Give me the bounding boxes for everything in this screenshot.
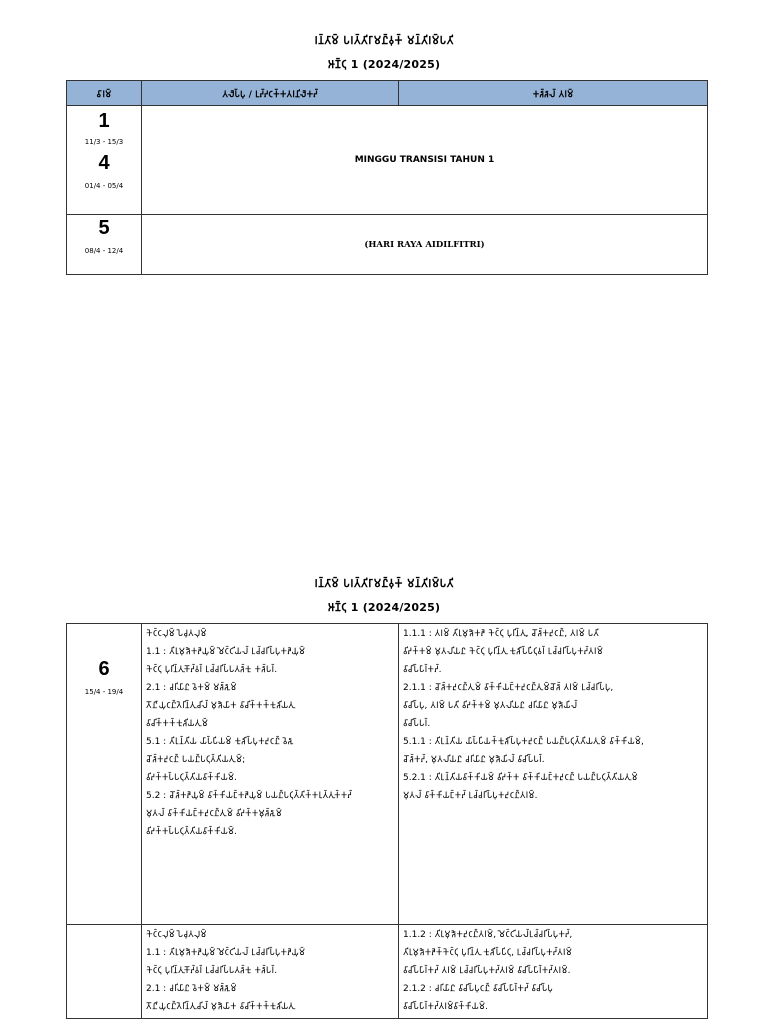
- week-cell: [67, 215, 142, 275]
- standard-line: 5.1.1 : 𑀢𑀺𑀭𑀼𑀦𑁆𑀢𑀺𑀬 𑀬𑀸𑀧𑁆𑀧𑀺𑀬𑀓𑁆𑀓𑀼𑀶𑀺𑀧𑁆𑀧𑀼𑀓𑀴𑀼𑀝𑀷𑁆 𑀧𑀬𑀷𑁆𑀧𑀝𑀼𑀢𑁆𑀢𑀺𑀬𑀢𑀼𑀫𑁆 𑀯𑀸𑀓𑁆𑀓𑀺𑀬𑀫𑁆,: [403, 737, 644, 747]
- week-date: 01/4 - 05/4: [84, 182, 124, 190]
- page-subtitle: 𑀆𑀡𑁆𑀝𑀼 1 (2024/2025): [327, 58, 441, 71]
- week-cell: [67, 624, 142, 925]
- header-topic: 𑀢𑀮𑁃𑀧𑁆𑀧𑀼 / 𑀉𑀴𑁆𑀴𑀝𑀓𑁆𑀓𑀢𑀭𑀦𑀺𑀮𑁃𑀓𑀴𑁆: [142, 81, 399, 106]
- topic-line: 2.1 : 𑀘𑀭𑀺𑀬𑀸𑀷 𑀯𑁂𑀓𑀫𑁆 𑀫𑀶𑁆𑀶𑀼𑀫𑁆: [146, 984, 237, 994]
- topic-line: 1.1 : 𑀢𑀺𑀭𑀼𑀫𑀼𑀶𑁃𑀓𑀴𑁃𑀬𑀼𑀫𑁆 𑀫𑁂𑀝𑁆𑀝𑀺𑀬𑀮𑁆 𑀉𑀘𑁆𑀘𑀭𑀺𑀧𑁆𑀧𑀼𑀓𑀴𑁃𑀬𑀼𑀫𑁆: [146, 647, 306, 657]
- topic-line: 𑀯𑀺𑀴𑀓𑁆𑀓𑀧𑁆𑀧𑀝𑀼𑀢𑁆𑀢𑀺𑀬𑀯𑀸𑀓𑁆𑀓𑀺𑀬𑀫𑁆.: [146, 773, 238, 783]
- header-week: 𑀯𑀸𑀭𑀫𑁆: [67, 81, 142, 106]
- table-header-row: [67, 81, 708, 106]
- standard-line: 𑀯𑀸𑀘𑀺𑀧𑁆𑀧𑀭𑁆.: [403, 719, 431, 729]
- topic-line: 𑀓𑁂𑀝𑁆𑀝𑀮𑀼𑀫𑁆 𑀧𑁂𑀘𑀼𑀢𑀮𑀼𑀫𑁆: [146, 930, 207, 940]
- standard-line: 𑀫𑀼𑀢𑀮𑁆 𑀯𑀸𑀓𑁆𑀓𑀺𑀬𑀗𑁆𑀓𑀴𑁆 𑀉𑀘𑁆𑀘𑀭𑀺𑀧𑁆𑀧𑀼𑀓𑀴𑀼𑀝𑀷𑁆𑀢𑀭𑀫𑁆.: [403, 791, 538, 801]
- standard-line: 𑀘𑁄𑀶𑁆𑀓𑀴𑁆, 𑀫𑀼𑀢𑀮𑀺𑀬𑀷 𑀘𑀭𑀺𑀬𑀸𑀷 𑀫𑀼𑀶𑁃𑀬𑀺𑀮𑁆 𑀯𑀸𑀘𑀺𑀧𑁆𑀧𑀭𑁆.: [403, 755, 545, 765]
- table-row: [67, 624, 708, 925]
- week-date: 08/4 - 12/4: [84, 247, 124, 255]
- page-subtitle: 𑀆𑀡𑁆𑀝𑀼 1 (2024/2025): [327, 601, 441, 614]
- standard-line: 5.2.1 : 𑀢𑀺𑀭𑀼𑀦𑁆𑀢𑀺𑀬𑀯𑀸𑀓𑁆𑀓𑀺𑀬𑀫𑁆 𑀯𑀺𑀴𑀓𑁆𑀓 𑀯𑀸𑀓𑁆𑀓𑀺𑀬𑀗𑁆𑀓𑀴𑀼𑀝𑀷𑁆 𑀧𑀬𑀷𑁆𑀧𑀝𑀼𑀢𑁆𑀢𑀺𑀬𑀢𑀼𑀫𑁆: [403, 773, 638, 783]
- week-cell: [67, 106, 142, 215]
- page-title: 𑀭𑀦𑁆𑀢𑀸𑀫𑁆 𑀧𑀭𑀢𑁆𑀢𑀺𑀭𑀸𑀫𑀷𑁆𑀯𑀼𑀓𑁆 𑀫𑀦𑁆𑀢𑀺𑀭𑀫𑁆𑀧𑀢𑀺: [314, 577, 454, 590]
- merged-content: MINGGU TRANSISI TAHUN 1: [142, 106, 708, 215]
- topic-line: 𑀓𑁂𑀝𑁆𑀝𑀮𑀼𑀫𑁆 𑀧𑁂𑀘𑀼𑀢𑀮𑀼𑀫𑁆: [146, 629, 207, 639]
- week-date: 15/4 - 19/4: [84, 688, 124, 696]
- week-date: 11/3 - 15/3: [84, 138, 124, 146]
- standard-cell: [399, 925, 708, 1019]
- week-number: 1: [98, 110, 110, 132]
- plan-table-2: [66, 623, 708, 1019]
- standard-line: 𑀯𑀸𑀘𑀺𑀧𑁆𑀧𑀼, 𑀢𑀭𑀫𑁆 𑀧𑀢𑀺 𑀯𑀺𑀴𑀓𑁆𑀓𑀫𑁆 𑀫𑀼𑀢𑀮𑀺𑀬𑀷 𑀘𑀭𑀺𑀬𑀸𑀷 𑀫𑀼𑀶𑁃𑀬𑀺𑀮𑁆: [403, 701, 578, 711]
- plan-table-1: [66, 80, 708, 275]
- table-row: [67, 106, 708, 215]
- week-number: 6: [98, 658, 110, 680]
- topic-cell: [142, 624, 399, 925]
- standard-line: 1.1.2 : 𑀢𑀺𑀭𑀼𑀫𑀼𑀶𑁃𑀓𑀴𑀼𑀝𑀷𑁆𑀢𑀭𑀫𑁆, 𑀫𑁂𑀝𑁆𑀝𑀺𑀬𑀮𑁆𑀉𑀘𑁆𑀘𑀭𑀺𑀧𑁆𑀧𑀼𑀓𑀴𑁆,: [403, 930, 573, 940]
- standard-line: 1.1.1 : 𑀢𑀭𑀫𑁆 𑀢𑀺𑀭𑀼𑀫𑀼𑀶𑁃𑀓𑀴𑁃 𑀓𑁂𑀝𑁆𑀝𑀼 𑀧𑀼𑀭𑀺𑀦𑁆𑀢𑀼, 𑀘𑁄𑀶𑁆𑀓𑀴𑀼𑀝𑀷𑁆, 𑀢𑀭𑀫𑁆 𑀧𑀢𑀺: [403, 629, 599, 639]
- standard-line: 𑀯𑀺𑀴𑀓𑁆𑀓𑀫𑁆 𑀫𑀼𑀢𑀮𑀺𑀬𑀷 𑀓𑁂𑀝𑁆𑀝𑀼 𑀧𑀼𑀭𑀺𑀦𑁆𑀢𑀼 𑀓𑀼𑀶𑀺𑀧𑁆𑀧𑀺𑀝𑀼𑀯𑀭𑁆 𑀉𑀘𑁆𑀘𑀭𑀺𑀧𑁆𑀧𑀼𑀓𑀴𑁆𑀢𑀭𑀫𑁆: [403, 647, 603, 657]
- topic-line: 𑀘𑁄𑀶𑁆𑀓𑀴𑀼𑀝𑀷𑁆 𑀧𑀬𑀷𑁆𑀧𑀝𑀼𑀢𑁆𑀢𑀺𑀬𑀢𑀼𑀫𑁆;: [146, 755, 246, 765]
- standard-line: 2.1.1 : 𑀘𑁄𑀶𑁆𑀓𑀴𑀼𑀝𑀷𑁆𑀢𑀼𑀫𑁆 𑀯𑀸𑀓𑁆𑀓𑀺𑀬𑀗𑁆𑀓𑀴𑀼𑀝𑀷𑁆𑀢𑀼𑀫𑁆𑀘𑁄𑀶𑁆 𑀢𑀭𑀫𑁆 𑀉𑀘𑁆𑀘𑀭𑀺𑀧𑁆𑀧𑀼,: [403, 683, 614, 693]
- standard-line: 𑀢𑀺𑀭𑀼𑀫𑀼𑀶𑁃𑀓𑀴𑁃𑀓𑁆𑀓𑁂𑀝𑁆𑀝𑀼 𑀧𑀼𑀭𑀺𑀦𑁆𑀢𑀼 𑀓𑀼𑀶𑀺𑀧𑁆𑀧𑀺𑀝𑀼, 𑀉𑀘𑁆𑀘𑀭𑀺𑀧𑁆𑀧𑀼𑀓𑀴𑁆𑀢𑀭𑀫𑁆: [403, 948, 572, 958]
- page-title: 𑀭𑀦𑁆𑀢𑀸𑀫𑁆 𑀧𑀭𑀢𑁆𑀢𑀺𑀭𑀸𑀫𑀷𑁆𑀯𑀼𑀓𑁆 𑀫𑀦𑁆𑀢𑀺𑀭𑀫𑁆𑀧𑀢𑀺: [314, 34, 454, 47]
- topic-line: 𑀢𑁄𑀷𑀺𑀬𑀼𑀝𑀷𑁆𑀢𑁂𑀭𑀺𑀦𑁆𑀢𑀼𑀘𑀺𑀮𑁆 𑀫𑀼𑀶𑁃𑀬𑀸𑀓 𑀯𑀸𑀘𑀺𑀓𑁆𑀓𑀓𑁆𑀓𑀼𑀶𑀺𑀬𑀢𑀼: [146, 701, 294, 711]
- topic-line: 5.2 : 𑀘𑁄𑀶𑁆𑀓𑀴𑁃𑀬𑀼𑀫𑁆 𑀯𑀸𑀓𑁆𑀓𑀺𑀬𑀗𑁆𑀓𑀴𑁃𑀬𑀼𑀫𑁆 𑀧𑀬𑀷𑁆𑀧𑀝𑀼𑀢𑁆𑀢𑀺𑀓𑁆𑀓𑀭𑀼𑀢𑁆𑀢𑀼𑀓𑁆𑀓𑀴𑁆: [146, 791, 352, 801]
- standard-cell: [399, 624, 708, 925]
- standard-line: 𑀯𑀸𑀘𑀺𑀧𑁆𑀧𑀸𑀭𑁆𑀓𑀴𑁆 𑀢𑀭𑀫𑁆 𑀉𑀘𑁆𑀘𑀭𑀺𑀧𑁆𑀧𑀼𑀓𑀴𑁆𑀢𑀭𑀫𑁆 𑀯𑀸𑀘𑀺𑀧𑁆𑀧𑀸𑀭𑁆𑀓𑀴𑁆𑀢𑀭𑀫𑁆.: [403, 966, 571, 976]
- merged-content: (HARI RAYA AIDILFITRI): [142, 215, 708, 275]
- standard-line: 𑀯𑀸𑀘𑀺𑀧𑁆𑀧𑀸𑀭𑁆𑀓𑀴𑁆𑀢𑀭𑀫𑁆𑀯𑀸𑀓𑁆𑀓𑀺𑀬𑀫𑁆.: [403, 1002, 488, 1012]
- header-standard: 𑀓𑀶𑁆𑀶𑀮𑁆 𑀢𑀭𑀫𑁆: [399, 81, 708, 106]
- topic-line: 𑀓𑁂𑀝𑁆𑀝𑀼 𑀧𑀼𑀭𑀺𑀦𑁆𑀢𑀼𑀓𑁄𑀴𑁆𑀯𑀭𑁆 𑀉𑀘𑁆𑀘𑀭𑀺𑀧𑁆𑀧𑀢𑀶𑁆𑀓𑀼 𑀓𑀶𑁆𑀧𑀭𑁆.: [146, 665, 278, 675]
- week-number: 5: [98, 217, 110, 239]
- topic-line: 𑀯𑀸𑀘𑀺𑀓𑁆𑀓𑀓𑁆𑀓𑀼𑀶𑀺𑀬𑀢𑀼𑀫𑁆: [146, 719, 209, 729]
- week-number: 4: [98, 152, 110, 174]
- table-row: [67, 925, 708, 1019]
- topic-line: 𑀯𑀺𑀴𑀓𑁆𑀓𑀧𑁆𑀧𑀝𑀼𑀢𑁆𑀢𑀺𑀬𑀯𑀸𑀓𑁆𑀓𑀺𑀬𑀫𑁆.: [146, 827, 238, 837]
- standard-line: 𑀯𑀸𑀘𑀺𑀧𑁆𑀧𑀸𑀭𑁆𑀓𑀴𑁆.: [403, 665, 442, 675]
- topic-line: 𑀓𑁂𑀝𑁆𑀝𑀼 𑀧𑀼𑀭𑀺𑀦𑁆𑀢𑀼𑀓𑁄𑀴𑁆𑀯𑀭𑁆 𑀉𑀘𑁆𑀘𑀭𑀺𑀧𑁆𑀧𑀢𑀶𑁆𑀓𑀼 𑀓𑀶𑁆𑀧𑀭𑁆.: [146, 966, 278, 976]
- week-cell: [67, 925, 142, 1019]
- standard-line: 2.1.2 : 𑀘𑀭𑀺𑀬𑀸𑀷 𑀯𑀸𑀘𑀺𑀧𑁆𑀧𑀼𑀝𑀷𑁆 𑀯𑀸𑀘𑀺𑀧𑁆𑀧𑀸𑀭𑁆𑀓𑀴𑁆 𑀯𑀸𑀘𑀺𑀧𑁆𑀧𑀼: [403, 984, 553, 994]
- topic-cell: [142, 925, 399, 1019]
- topic-line: 5.1 : 𑀢𑀺𑀭𑀼𑀦𑁆𑀢𑀺𑀬 𑀬𑀸𑀧𑁆𑀧𑀺𑀬𑀫𑁆 𑀓𑀼𑀶𑀺𑀧𑁆𑀧𑀼𑀓𑀴𑀼𑀝𑀷𑁆 𑀯𑁂𑀶𑀼: [146, 737, 293, 747]
- table-row: [67, 215, 708, 275]
- topic-line: 1.1 : 𑀢𑀺𑀭𑀼𑀫𑀼𑀶𑁃𑀓𑀴𑁃𑀬𑀼𑀫𑁆 𑀫𑁂𑀝𑁆𑀝𑀺𑀬𑀮𑁆 𑀉𑀘𑁆𑀘𑀭𑀺𑀧𑁆𑀧𑀼𑀓𑀴𑁃𑀬𑀼𑀫𑁆: [146, 948, 306, 958]
- topic-line: 𑀫𑀼𑀢𑀮𑁆 𑀯𑀸𑀓𑁆𑀓𑀺𑀬𑀗𑁆𑀓𑀴𑀼𑀝𑀷𑁆𑀢𑀼𑀫𑁆 𑀯𑀺𑀴𑀓𑁆𑀓𑀫𑀼𑀶𑁆𑀶𑀼𑀫𑁆: [146, 809, 283, 819]
- topic-line: 2.1 : 𑀘𑀭𑀺𑀬𑀸𑀷 𑀯𑁂𑀓𑀫𑁆 𑀫𑀶𑁆𑀶𑀼𑀫𑁆: [146, 683, 237, 693]
- topic-line: 𑀢𑁄𑀷𑀺𑀬𑀼𑀝𑀷𑁆𑀢𑁂𑀭𑀺𑀦𑁆𑀢𑀼𑀘𑀺𑀮𑁆 𑀫𑀼𑀶𑁃𑀬𑀸𑀓 𑀯𑀸𑀘𑀺𑀓𑁆𑀓𑀓𑁆𑀓𑀼𑀶𑀺𑀬𑀢𑀼: [146, 1002, 294, 1012]
